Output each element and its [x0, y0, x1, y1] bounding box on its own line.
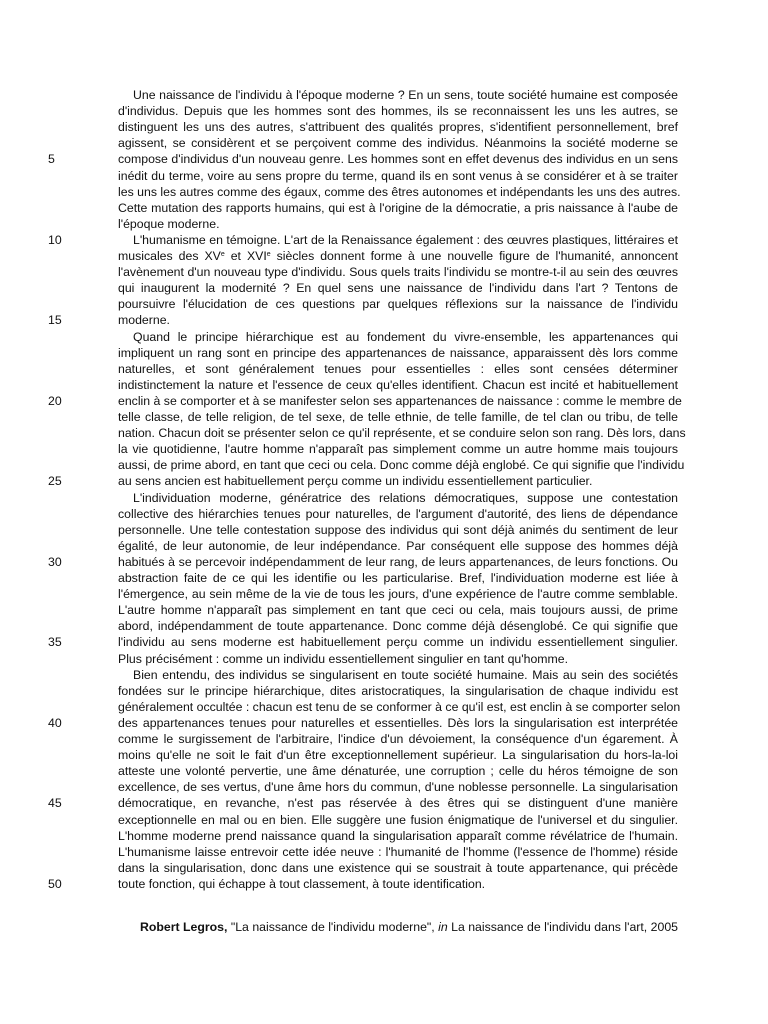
source-citation: [140, 919, 678, 935]
text-line: Cette mutation des rapports humains, qui est à l'origine de la démocratie, a pris naissance à l'aube de: [118, 200, 678, 215]
source-book: La naissance de l'individu dans l'art, 2005: [447, 920, 678, 934]
text-line: l'individu au sens moderne est habituellement perçu comme un individu essentiellement singulier.: [118, 635, 678, 650]
text-line: exceptionnelle en mal ou en bien. Elle suggère une fusion énigmatique de l'universel et du singulier.: [118, 812, 678, 827]
text-line: L'humanisme en témoigne. L'art de la Renaissance également : des œuvres plastiques, littéraires et: [133, 232, 678, 247]
text-line: habitués à se percevoir indépendamment de leur rang, de leurs appartenances, de leurs fonctions. Ou: [118, 554, 678, 569]
text-line: toute fonction, qui échappe à tout classement, à toute identification.: [118, 876, 486, 891]
text-line: dans la singularisation, donc dans une existence qui se soustrait à toute appartenance, qui précède: [118, 860, 678, 875]
text-line: moins qu'elle ne soit le fait d'un être exceptionnellement supérieur. La singularisation du hors-la-loi: [118, 748, 678, 763]
superscript: e: [266, 251, 271, 258]
line-number: 25: [48, 474, 62, 489]
line-number: 15: [48, 313, 62, 328]
text-line: naturelles, et sont généralement tenues pour essentielles : elles sont censées déterminer: [118, 361, 678, 376]
text-line: les uns les autres comme des égaux, comme des êtres autonomes et indépendants les uns des autres.: [118, 184, 681, 199]
text-line: au sens ancien est habituellement perçu comme un individu essentiellement particulier.: [118, 474, 593, 489]
text-line: enclin à se comporter et à se manifester selon ses appartenances de naissance : comme le membre de: [118, 393, 682, 408]
text-fragment: musicales des XV: [118, 249, 221, 263]
text-fragment: siècles donnent forme à une nouvelle figure de l'humanité, annoncent: [270, 249, 678, 263]
source-in: in: [438, 920, 448, 934]
text-line: Bien entendu, des individus se singularisent en toute société humaine. Mais au sein des sociétés: [133, 667, 678, 682]
text-line: compose d'individus d'un nouveau genre. Les hommes sont en effet devenus des individus en un sens: [118, 152, 678, 167]
text-line: excellence, de ses vertus, d'une âme hors du commun, d'une noblesse personnelle. La singularisation: [118, 780, 678, 795]
text-line: Quand le principe hiérarchique est au fondement du vivre-ensemble, les appartenances qui: [133, 329, 678, 344]
line-number: 35: [48, 635, 62, 650]
text-line: collective des hiérarchies tenues pour naturelles, de l'argument d'autorité, des liens de dépendance: [118, 506, 678, 521]
text-line: abstraction faite de ce qui les identifie ou les particularise. Bref, l'individuation moderne est liée à: [118, 571, 678, 585]
text-line: l'époque moderne.: [118, 216, 220, 231]
text-line: L'individuation moderne, génératrice des relations démocratiques, suppose une contestation: [133, 490, 678, 505]
line-number: 40: [48, 715, 62, 730]
text-line: d'individus. Depuis que les hommes sont des hommes, ils se reconnaissent les uns les autres, se: [118, 104, 678, 119]
superscript: e: [220, 251, 225, 258]
line-number: 45: [48, 796, 62, 811]
text-line: distinguent les uns des autres, s'attribuent des qualités propres, s'identifient personnellement, bref: [118, 120, 678, 135]
text-line: poursuivre l'élucidation de ces questions par quelques réflexions sur la naissance de l'individu: [118, 297, 678, 312]
line-number: 10: [48, 232, 62, 247]
line-number: 50: [48, 876, 62, 891]
text-line: indistinctement la nature et l'essence de ceux qu'elles identifient. Chacun est incité et habituellement: [118, 377, 678, 392]
text-line: personnelle. Une telle contestation suppose des individus qui sont déjà animés du sentiment de leur: [118, 522, 678, 537]
text-line: qui inaugurent la modernité ? En quel sens une naissance de l'individu dans l'art ? Tentons de: [118, 281, 678, 296]
text-line: égalité, de leur autonomie, de leur indépendance. Par conséquent elle suppose des hommes déjà: [118, 538, 678, 553]
text-line: nation. Chacun doit se présenter selon ce qu'il représente, et se conduire selon son rang. Dès lors, dans: [118, 426, 686, 441]
text-line: fondées sur le principe hiérarchique, dites aristocratiques, la singularisation de chaque individu est: [118, 683, 678, 698]
text-line: atteste une volonté pervertie, une âme dénaturée, une corruption ; celle du héros témoigne de son: [118, 764, 678, 779]
text-line: généralement occultée : chacun est tenu de se conformer à ce qu'il est, est enclin à se comporter selon: [118, 699, 681, 714]
text-line: l'avènement d'un nouveau type d'individu. Sous quels traits l'individu se montre-t-il au sein des œuvres: [118, 265, 678, 280]
text-line: démocratique, en revanche, n'est pas réservée à des êtres qui se distinguent d'une manière: [118, 796, 678, 811]
text-line: L'autre homme n'apparaît pas simplement en tant que ceci ou cela, mais toujours aussi, de prime: [118, 603, 678, 618]
text-line: inédit du terme, voire au sens propre du terme, quand ils en sont venus à se considérer et à se traiter: [118, 168, 678, 183]
text-line: L'humanisme laisse entrevoir cette idée neuve : l'humanité de l'homme (l'essence de l'homme) réside: [118, 844, 678, 859]
text-line: comme le surgissement de l'arbitraire, l'indice d'un dévoiement, la conséquence d'un égarement. À: [118, 732, 678, 746]
text-line: abord, indépendamment de toute appartenance. Donc comme déjà désenglobé. Ce qui signifie que: [118, 619, 678, 634]
text-line: agissent, se considèrent et se perçoivent comme des individus. Néanmoins la société moderne se: [118, 136, 678, 151]
text-line: moderne.: [118, 313, 170, 328]
text-line: telle classe, de telle religion, de tel sexe, de telle ethnie, de telle famille, de tel clan ou tribu, de telle: [118, 410, 678, 424]
line-number: 30: [48, 554, 62, 569]
text-line: la vie quotidienne, l'autre homme n'apparaît pas simplement comme un autre homme mais toujours: [118, 442, 678, 457]
source-author: Robert Legros,: [139, 920, 228, 934]
text-line: des appartenances tenues pour naturelles et essentielles. Dès lors la singularisation est interprétée: [118, 715, 678, 730]
text-line: L'homme moderne prend naissance quand la singularisation apparaît comme révélatrice de l'humain.: [118, 828, 678, 843]
text-line: impliquent un rang sont en principe des appartenances de naissance, apparaissent dès lors comme: [118, 345, 678, 360]
text-line: l'émergence, au sein même de la vie de tous les jours, d'une expérience de l'autre comme semblable.: [118, 587, 678, 602]
text-fragment: et XVI: [224, 249, 267, 263]
line-number: 20: [48, 393, 62, 408]
source-title: "La naissance de l'individu moderne",: [227, 920, 439, 934]
text-line: Une naissance de l'individu à l'époque moderne ? En un sens, toute société humaine est composée: [133, 88, 678, 102]
text-line: [118, 248, 678, 264]
text-line: aussi, de prime abord, en tant que ceci ou cela. Donc comme déjà englobé. Ce qui signifie que l'individu: [118, 458, 685, 473]
line-number: 5: [48, 152, 55, 167]
text-line: Plus précisément : comme un individu essentiellement singulier en tant qu'homme.: [118, 651, 569, 666]
